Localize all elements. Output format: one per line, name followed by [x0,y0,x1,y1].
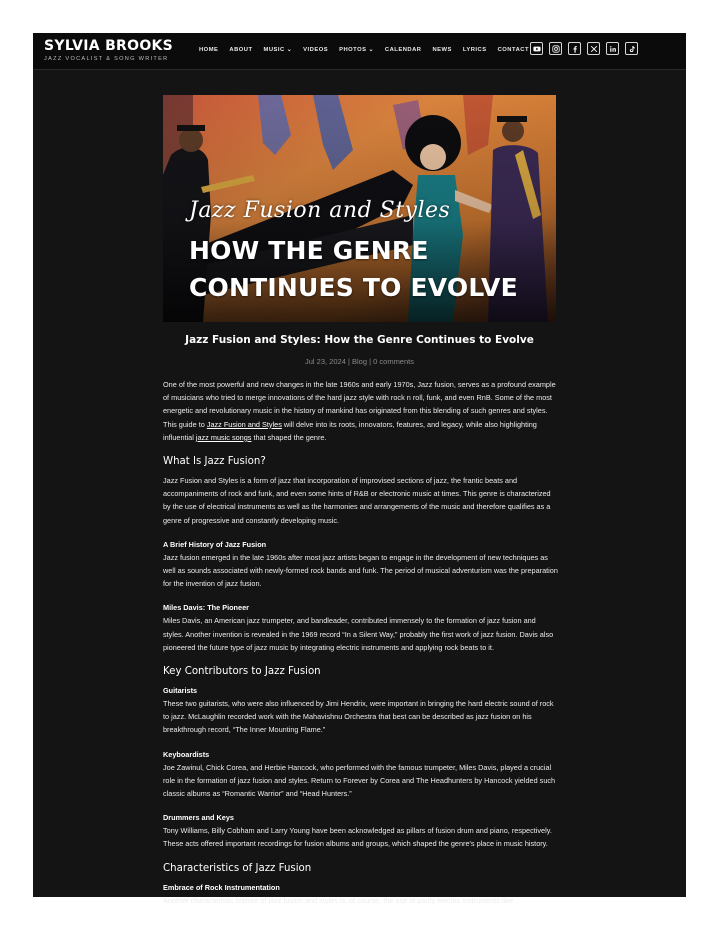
what-is-heading: What Is Jazz Fusion? [163,456,266,468]
site-logo[interactable] [44,38,173,63]
contributors-heading: Key Contributors to Jazz Fusion [163,666,321,678]
nav-music[interactable]: MUSIC ⌄ [263,47,293,53]
main-nav [199,47,540,53]
miles-body: Miles Davis, an American jazz trumpeter, and bandleader, contributed immensely to the formation of jazz fusion and styles. Another invention is revealed in the 1969 record “In a Silent Way,” probably the first work of jazz fusion. Davis also pioneered the future type of jazz music by integrating electric instruments and applying rock beats to it. [163,616,554,652]
drummers-heading: Drummers and Keys [163,813,234,823]
linkedin-icon[interactable] [606,42,619,55]
nav-about[interactable]: ABOUT [229,47,253,53]
instagram-icon[interactable] [549,42,562,55]
page-frame [33,33,686,905]
intro-text: will delve into its roots, innovators, features, and legacy, while also highlighting influential [163,419,537,442]
post-content [163,378,558,918]
hero-script-title: Jazz Fusion and Styles [189,198,451,223]
nav-calendar[interactable]: CALENDAR [384,47,422,53]
intro-paragraph [163,378,558,444]
characteristics-body: Another characteristic feature of jazz fusion and styles is, of course, the use of partly electric instruments like [163,895,514,905]
post-category-link[interactable]: Blog [352,357,368,366]
nav-videos[interactable]: VIDEOS [303,47,329,53]
jazz-fusion-styles-link[interactable]: Jazz Fusion and Styles [206,419,282,429]
post-title: Jazz Fusion and Styles: How the Genre Continues to Evolve [185,334,534,346]
drummers-body: Tony Williams, Billy Cobham and Larry Young have been acknowledged as pillars of fusion drum and piano, respectively. These acts offered important recordings for fusion albums and groups, which shaped the genre's place in music history. [163,826,552,849]
jazz-music-songs-link[interactable]: jazz music songs [195,432,252,442]
site-header [33,33,686,70]
meta-separator: | [367,357,374,366]
intro-text: that shaped the genre. [251,432,327,442]
guitarists-body: These two guitarists, who were also influenced by Jimi Hendrix, were important in bringing the hard electric sound of rock to jazz. McLaughlin recorded work with the Mahavishnu Orchestra that best can be described as jazz fusion on his breakthrough record, “The Inner Mounting Flame.” [163,699,554,735]
nav-lyrics[interactable]: LYRICS [462,47,487,53]
nav-home[interactable]: HOME [199,47,219,53]
nav-contact[interactable]: CONTACT [497,47,529,53]
post-meta [33,357,686,366]
tiktok-icon[interactable] [625,42,638,55]
x-icon[interactable] [587,42,600,55]
post-date: Jul 23, 2024 [305,357,346,366]
post-comments-link[interactable]: 0 comments [373,357,414,366]
history-heading: A Brief History of Jazz Fusion [163,539,267,549]
guitarists-heading: Guitarists [163,686,198,696]
youtube-icon[interactable] [530,42,543,55]
history-body: Jazz fusion emerged in the late 1960s after most jazz artists began to engage in the development of new techniques as well as sounds associated with newly-formed rock bands and funk. The period of musical adventurism was the preparation for the invention of jazz fusion. [163,552,558,589]
keyboardists-body: Joe Zawinul, Chick Corea, and Herbie Hancock, who performed with the famous trumpeter, Miles Davis, played a crucial role in the formation of jazz fusion and styles. Return to Forever by Corea and The Headhunters by Hancock yielded such classic albums as “Romantic Warrior” and “Head Hunters.” [163,762,556,799]
nav-photos[interactable]: PHOTOS ⌄ [339,47,374,53]
characteristics-heading: Characteristics of Jazz Fusion [163,862,312,874]
hero-headline-line1: HOW THE GENRE [189,236,429,265]
logo-tagline: JAZZ VOCALIST & SONG WRITER [44,56,169,62]
facebook-icon[interactable] [568,42,581,55]
meta-separator: | [345,357,352,366]
keyboardists-heading: Keyboardists [163,749,210,759]
intro-text: One of the most powerful and new changes in the late 1960s and early 1970s, Jazz fusion, serves as a profound example of musicians who tried to merge innovations of the hard jazz style with rock n roll, funk, and even RnB. Some of the most energetic and revolutionary music in the history of mankind has originated from this blending of such genres and styles. This guide to [163,380,556,429]
what-is-body: Jazz Fusion and Styles is a form of jazz that incorporation of improvised sections of jazz, the frantic beats and accompaniments of rock and funk, and even some hints of R&B or electronic music at times. This genre is characterized by the use of electrical instruments as well as the harmonies and arrangements of the music and therefore qualifies as a genre of progressive and constantly developing music. [163,476,551,525]
hero-image [163,95,556,322]
rock-instrumentation-heading: Embrace of Rock Instrumentation [163,882,280,892]
logo-name: SYLVIA BROOKS [44,38,174,54]
social-links [530,42,644,55]
miles-heading: Miles Davis: The Pioneer [163,603,249,613]
nav-news[interactable]: NEWS [432,47,452,53]
hero-headline-line2: CONTINUES TO EVOLVE [189,273,518,302]
